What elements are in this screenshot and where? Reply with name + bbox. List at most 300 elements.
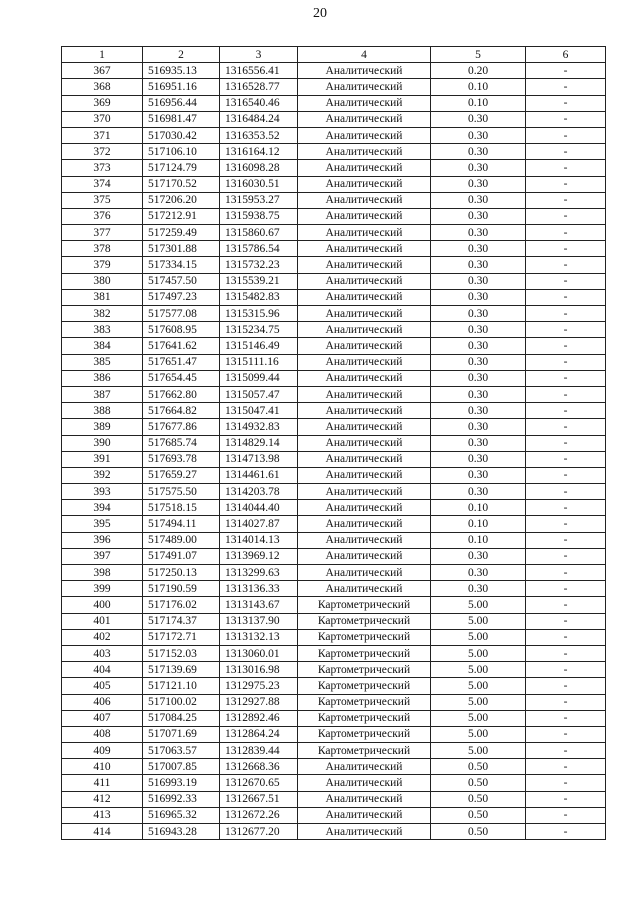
- note-cell: -: [526, 273, 606, 289]
- x-coordinate-cell: 517190.59: [143, 581, 220, 597]
- x-coordinate-cell: 517176.02: [143, 597, 220, 613]
- table-row: [62, 451, 606, 467]
- accuracy-cell: 0.30: [431, 548, 526, 564]
- y-coordinate-cell: 1314014.13: [220, 532, 298, 548]
- note-cell: -: [526, 208, 606, 224]
- table-row: [62, 662, 606, 678]
- method-cell: Аналитический: [298, 532, 431, 548]
- table-row: [62, 775, 606, 791]
- y-coordinate-cell: 1312667.51: [220, 791, 298, 807]
- accuracy-cell: 0.30: [431, 419, 526, 435]
- accuracy-cell: 0.10: [431, 79, 526, 95]
- accuracy-cell: 5.00: [431, 743, 526, 759]
- point-number-cell: 397: [62, 548, 143, 564]
- point-number-cell: 394: [62, 500, 143, 516]
- table-row: [62, 516, 606, 532]
- y-coordinate-cell: 1312677.20: [220, 824, 298, 840]
- table-row: [62, 581, 606, 597]
- x-coordinate-cell: 517491.07: [143, 548, 220, 564]
- y-coordinate-cell: 1313969.12: [220, 548, 298, 564]
- y-coordinate-cell: 1312672.26: [220, 807, 298, 823]
- note-cell: -: [526, 403, 606, 419]
- x-coordinate-cell: 516993.19: [143, 775, 220, 791]
- method-cell: Аналитический: [298, 257, 431, 273]
- accuracy-cell: 5.00: [431, 629, 526, 645]
- table-row: [62, 192, 606, 208]
- x-coordinate-cell: 517518.15: [143, 500, 220, 516]
- accuracy-cell: 0.50: [431, 791, 526, 807]
- note-cell: -: [526, 192, 606, 208]
- x-coordinate-cell: 517206.20: [143, 192, 220, 208]
- note-cell: -: [526, 289, 606, 305]
- table-row: [62, 176, 606, 192]
- y-coordinate-cell: 1316556.41: [220, 63, 298, 79]
- x-coordinate-cell: 517664.82: [143, 403, 220, 419]
- table-row: [62, 467, 606, 483]
- note-cell: -: [526, 386, 606, 402]
- point-number-cell: 399: [62, 581, 143, 597]
- x-coordinate-cell: 517662.80: [143, 386, 220, 402]
- x-coordinate-cell: 517250.13: [143, 565, 220, 581]
- accuracy-cell: 0.30: [431, 354, 526, 370]
- y-coordinate-cell: 1312975.23: [220, 678, 298, 694]
- accuracy-cell: 0.30: [431, 176, 526, 192]
- note-cell: -: [526, 629, 606, 645]
- x-coordinate-cell: 517497.23: [143, 289, 220, 305]
- note-cell: -: [526, 516, 606, 532]
- method-cell: Аналитический: [298, 435, 431, 451]
- table-row: [62, 144, 606, 160]
- note-cell: -: [526, 759, 606, 775]
- method-cell: Аналитический: [298, 192, 431, 208]
- method-cell: Аналитический: [298, 370, 431, 386]
- point-number-cell: 380: [62, 273, 143, 289]
- table-row: [62, 565, 606, 581]
- x-coordinate-cell: 517301.88: [143, 241, 220, 257]
- accuracy-cell: 0.10: [431, 532, 526, 548]
- point-number-cell: 371: [62, 127, 143, 143]
- x-coordinate-cell: 517071.69: [143, 726, 220, 742]
- method-cell: Аналитический: [298, 467, 431, 483]
- y-coordinate-cell: 1314203.78: [220, 484, 298, 500]
- point-number-cell: 388: [62, 403, 143, 419]
- note-cell: -: [526, 467, 606, 483]
- method-cell: Картометрический: [298, 613, 431, 629]
- y-coordinate-cell: 1315057.47: [220, 386, 298, 402]
- x-coordinate-cell: 516956.44: [143, 95, 220, 111]
- accuracy-cell: 0.30: [431, 192, 526, 208]
- method-cell: Аналитический: [298, 79, 431, 95]
- y-coordinate-cell: 1312927.88: [220, 694, 298, 710]
- accuracy-cell: 5.00: [431, 597, 526, 613]
- table-row: [62, 791, 606, 807]
- method-cell: Аналитический: [298, 225, 431, 241]
- accuracy-cell: 5.00: [431, 726, 526, 742]
- accuracy-cell: 0.30: [431, 451, 526, 467]
- y-coordinate-cell: 1312892.46: [220, 710, 298, 726]
- method-cell: Аналитический: [298, 241, 431, 257]
- table-row: [62, 726, 606, 742]
- y-coordinate-cell: 1315482.83: [220, 289, 298, 305]
- accuracy-cell: 0.30: [431, 386, 526, 402]
- note-cell: -: [526, 694, 606, 710]
- accuracy-cell: 5.00: [431, 694, 526, 710]
- point-number-cell: 412: [62, 791, 143, 807]
- accuracy-cell: 0.30: [431, 257, 526, 273]
- method-cell: Картометрический: [298, 629, 431, 645]
- x-coordinate-cell: 517641.62: [143, 338, 220, 354]
- method-cell: Аналитический: [298, 208, 431, 224]
- point-number-cell: 410: [62, 759, 143, 775]
- table-row: [62, 79, 606, 95]
- accuracy-cell: 0.50: [431, 775, 526, 791]
- method-cell: Аналитический: [298, 144, 431, 160]
- table-header-row: [62, 47, 606, 63]
- accuracy-cell: 0.30: [431, 370, 526, 386]
- accuracy-cell: 0.30: [431, 581, 526, 597]
- table-row: [62, 63, 606, 79]
- y-coordinate-cell: 1314932.83: [220, 419, 298, 435]
- x-coordinate-cell: 517139.69: [143, 662, 220, 678]
- point-number-cell: 407: [62, 710, 143, 726]
- point-number-cell: 372: [62, 144, 143, 160]
- note-cell: -: [526, 710, 606, 726]
- point-number-cell: 385: [62, 354, 143, 370]
- x-coordinate-cell: 517212.91: [143, 208, 220, 224]
- y-coordinate-cell: 1316528.77: [220, 79, 298, 95]
- y-coordinate-cell: 1313143.67: [220, 597, 298, 613]
- y-coordinate-cell: 1315732.23: [220, 257, 298, 273]
- y-coordinate-cell: 1316353.52: [220, 127, 298, 143]
- method-cell: Аналитический: [298, 516, 431, 532]
- method-cell: Аналитический: [298, 548, 431, 564]
- x-coordinate-cell: 517084.25: [143, 710, 220, 726]
- x-coordinate-cell: 516951.16: [143, 79, 220, 95]
- accuracy-cell: 0.30: [431, 565, 526, 581]
- table-row: [62, 759, 606, 775]
- accuracy-cell: 0.30: [431, 225, 526, 241]
- point-number-cell: 368: [62, 79, 143, 95]
- point-number-cell: 387: [62, 386, 143, 402]
- y-coordinate-cell: 1315146.49: [220, 338, 298, 354]
- accuracy-cell: 0.30: [431, 160, 526, 176]
- method-cell: Картометрический: [298, 662, 431, 678]
- accuracy-cell: 0.50: [431, 824, 526, 840]
- x-coordinate-cell: 517457.50: [143, 273, 220, 289]
- method-cell: Картометрический: [298, 694, 431, 710]
- accuracy-cell: 0.30: [431, 322, 526, 338]
- point-number-cell: 384: [62, 338, 143, 354]
- method-cell: Аналитический: [298, 176, 431, 192]
- point-number-cell: 367: [62, 63, 143, 79]
- accuracy-cell: 0.10: [431, 500, 526, 516]
- accuracy-cell: 0.30: [431, 241, 526, 257]
- table-row: [62, 127, 606, 143]
- note-cell: -: [526, 63, 606, 79]
- y-coordinate-cell: 1314829.14: [220, 435, 298, 451]
- point-number-cell: 369: [62, 95, 143, 111]
- y-coordinate-cell: 1315234.75: [220, 322, 298, 338]
- note-cell: -: [526, 565, 606, 581]
- method-cell: Аналитический: [298, 484, 431, 500]
- method-cell: Аналитический: [298, 565, 431, 581]
- table-row: [62, 807, 606, 823]
- accuracy-cell: 5.00: [431, 613, 526, 629]
- y-coordinate-cell: 1316098.28: [220, 160, 298, 176]
- note-cell: -: [526, 322, 606, 338]
- table-row: [62, 532, 606, 548]
- point-number-cell: 370: [62, 111, 143, 127]
- x-coordinate-cell: 517030.42: [143, 127, 220, 143]
- point-number-cell: 402: [62, 629, 143, 645]
- note-cell: -: [526, 176, 606, 192]
- method-cell: Картометрический: [298, 645, 431, 661]
- accuracy-cell: 5.00: [431, 662, 526, 678]
- y-coordinate-cell: 1313136.33: [220, 581, 298, 597]
- table-row: [62, 225, 606, 241]
- method-cell: Аналитический: [298, 403, 431, 419]
- table-row: [62, 111, 606, 127]
- note-cell: -: [526, 419, 606, 435]
- point-number-cell: 396: [62, 532, 143, 548]
- table-row: [62, 95, 606, 111]
- point-number-cell: 390: [62, 435, 143, 451]
- method-cell: Аналитический: [298, 160, 431, 176]
- accuracy-cell: 0.50: [431, 759, 526, 775]
- table-row: [62, 289, 606, 305]
- table-row: [62, 548, 606, 564]
- point-number-cell: 408: [62, 726, 143, 742]
- y-coordinate-cell: 1312864.24: [220, 726, 298, 742]
- point-number-cell: 409: [62, 743, 143, 759]
- table-row: [62, 257, 606, 273]
- note-cell: -: [526, 127, 606, 143]
- note-cell: -: [526, 484, 606, 500]
- x-coordinate-cell: 517577.08: [143, 306, 220, 322]
- method-cell: Аналитический: [298, 807, 431, 823]
- accuracy-cell: 0.30: [431, 144, 526, 160]
- accuracy-cell: 5.00: [431, 645, 526, 661]
- method-cell: Аналитический: [298, 306, 431, 322]
- table-row: [62, 484, 606, 500]
- table-row: [62, 743, 606, 759]
- accuracy-cell: 5.00: [431, 678, 526, 694]
- accuracy-cell: 0.30: [431, 111, 526, 127]
- note-cell: -: [526, 807, 606, 823]
- point-number-cell: 382: [62, 306, 143, 322]
- accuracy-cell: 0.30: [431, 208, 526, 224]
- method-cell: Аналитический: [298, 775, 431, 791]
- coordinates-table: [61, 46, 606, 840]
- point-number-cell: 378: [62, 241, 143, 257]
- note-cell: -: [526, 791, 606, 807]
- table-row: [62, 500, 606, 516]
- x-coordinate-cell: 517063.57: [143, 743, 220, 759]
- note-cell: -: [526, 645, 606, 661]
- point-number-cell: 389: [62, 419, 143, 435]
- method-cell: Аналитический: [298, 581, 431, 597]
- note-cell: -: [526, 338, 606, 354]
- x-coordinate-cell: 517677.86: [143, 419, 220, 435]
- accuracy-cell: 0.30: [431, 435, 526, 451]
- method-cell: Аналитический: [298, 354, 431, 370]
- x-coordinate-cell: 516992.33: [143, 791, 220, 807]
- note-cell: -: [526, 451, 606, 467]
- x-coordinate-cell: 517174.37: [143, 613, 220, 629]
- note-cell: -: [526, 775, 606, 791]
- method-cell: Картометрический: [298, 597, 431, 613]
- note-cell: -: [526, 354, 606, 370]
- note-cell: -: [526, 581, 606, 597]
- note-cell: -: [526, 370, 606, 386]
- x-coordinate-cell: 517259.49: [143, 225, 220, 241]
- method-cell: Картометрический: [298, 710, 431, 726]
- point-number-cell: 391: [62, 451, 143, 467]
- note-cell: -: [526, 662, 606, 678]
- y-coordinate-cell: 1315539.21: [220, 273, 298, 289]
- x-coordinate-cell: 517693.78: [143, 451, 220, 467]
- column-header-5: 5: [431, 47, 526, 63]
- method-cell: Аналитический: [298, 127, 431, 143]
- accuracy-cell: 0.10: [431, 95, 526, 111]
- method-cell: Аналитический: [298, 791, 431, 807]
- note-cell: -: [526, 160, 606, 176]
- table-row: [62, 160, 606, 176]
- point-number-cell: 375: [62, 192, 143, 208]
- point-number-cell: 374: [62, 176, 143, 192]
- method-cell: Аналитический: [298, 451, 431, 467]
- method-cell: Картометрический: [298, 678, 431, 694]
- x-coordinate-cell: 517685.74: [143, 435, 220, 451]
- y-coordinate-cell: 1315111.16: [220, 354, 298, 370]
- x-coordinate-cell: 516965.32: [143, 807, 220, 823]
- x-coordinate-cell: 517575.50: [143, 484, 220, 500]
- table-row: [62, 694, 606, 710]
- method-cell: Аналитический: [298, 322, 431, 338]
- note-cell: -: [526, 95, 606, 111]
- accuracy-cell: 0.30: [431, 338, 526, 354]
- y-coordinate-cell: 1313137.90: [220, 613, 298, 629]
- point-number-cell: 401: [62, 613, 143, 629]
- table-row: [62, 370, 606, 386]
- table-row: [62, 613, 606, 629]
- table-row: [62, 338, 606, 354]
- x-coordinate-cell: 517100.02: [143, 694, 220, 710]
- point-number-cell: 392: [62, 467, 143, 483]
- x-coordinate-cell: 517659.27: [143, 467, 220, 483]
- accuracy-cell: 0.50: [431, 807, 526, 823]
- accuracy-cell: 0.30: [431, 127, 526, 143]
- x-coordinate-cell: 517654.45: [143, 370, 220, 386]
- method-cell: Аналитический: [298, 419, 431, 435]
- y-coordinate-cell: 1315047.41: [220, 403, 298, 419]
- point-number-cell: 413: [62, 807, 143, 823]
- table-row: [62, 403, 606, 419]
- point-number-cell: 404: [62, 662, 143, 678]
- table-row: [62, 824, 606, 840]
- y-coordinate-cell: 1315786.54: [220, 241, 298, 257]
- y-coordinate-cell: 1312839.44: [220, 743, 298, 759]
- accuracy-cell: 0.30: [431, 306, 526, 322]
- note-cell: -: [526, 257, 606, 273]
- y-coordinate-cell: 1312670.65: [220, 775, 298, 791]
- method-cell: Картометрический: [298, 726, 431, 742]
- method-cell: Аналитический: [298, 500, 431, 516]
- method-cell: Аналитический: [298, 338, 431, 354]
- x-coordinate-cell: 517494.11: [143, 516, 220, 532]
- x-coordinate-cell: 517489.00: [143, 532, 220, 548]
- accuracy-cell: 0.30: [431, 403, 526, 419]
- method-cell: Аналитический: [298, 273, 431, 289]
- x-coordinate-cell: 517124.79: [143, 160, 220, 176]
- y-coordinate-cell: 1315953.27: [220, 192, 298, 208]
- point-number-cell: 406: [62, 694, 143, 710]
- accuracy-cell: 0.10: [431, 516, 526, 532]
- x-coordinate-cell: 517007.85: [143, 759, 220, 775]
- x-coordinate-cell: 517651.47: [143, 354, 220, 370]
- method-cell: Аналитический: [298, 95, 431, 111]
- x-coordinate-cell: 517121.10: [143, 678, 220, 694]
- x-coordinate-cell: 517608.95: [143, 322, 220, 338]
- table-row: [62, 597, 606, 613]
- point-number-cell: 383: [62, 322, 143, 338]
- note-cell: -: [526, 241, 606, 257]
- y-coordinate-cell: 1313299.63: [220, 565, 298, 581]
- note-cell: -: [526, 500, 606, 516]
- table-row: [62, 273, 606, 289]
- y-coordinate-cell: 1314027.87: [220, 516, 298, 532]
- y-coordinate-cell: 1312668.36: [220, 759, 298, 775]
- note-cell: -: [526, 144, 606, 160]
- x-coordinate-cell: 517170.52: [143, 176, 220, 192]
- note-cell: -: [526, 111, 606, 127]
- note-cell: -: [526, 79, 606, 95]
- table-row: [62, 241, 606, 257]
- point-number-cell: 379: [62, 257, 143, 273]
- page-number: 20: [313, 6, 327, 21]
- note-cell: -: [526, 548, 606, 564]
- method-cell: Картометрический: [298, 743, 431, 759]
- y-coordinate-cell: 1314044.40: [220, 500, 298, 516]
- point-number-cell: 373: [62, 160, 143, 176]
- point-number-cell: 395: [62, 516, 143, 532]
- y-coordinate-cell: 1313060.01: [220, 645, 298, 661]
- note-cell: -: [526, 225, 606, 241]
- table-row: [62, 322, 606, 338]
- note-cell: -: [526, 532, 606, 548]
- note-cell: -: [526, 306, 606, 322]
- x-coordinate-cell: 516943.28: [143, 824, 220, 840]
- table-row: [62, 386, 606, 402]
- point-number-cell: 411: [62, 775, 143, 791]
- note-cell: -: [526, 435, 606, 451]
- y-coordinate-cell: 1314713.98: [220, 451, 298, 467]
- table-row: [62, 645, 606, 661]
- note-cell: -: [526, 743, 606, 759]
- x-coordinate-cell: 516981.47: [143, 111, 220, 127]
- point-number-cell: 377: [62, 225, 143, 241]
- table-row: [62, 306, 606, 322]
- point-number-cell: 405: [62, 678, 143, 694]
- y-coordinate-cell: 1315938.75: [220, 208, 298, 224]
- x-coordinate-cell: 517172.71: [143, 629, 220, 645]
- method-cell: Аналитический: [298, 759, 431, 775]
- method-cell: Аналитический: [298, 289, 431, 305]
- column-header-2: 2: [143, 47, 220, 63]
- y-coordinate-cell: 1313132.13: [220, 629, 298, 645]
- point-number-cell: 414: [62, 824, 143, 840]
- y-coordinate-cell: 1314461.61: [220, 467, 298, 483]
